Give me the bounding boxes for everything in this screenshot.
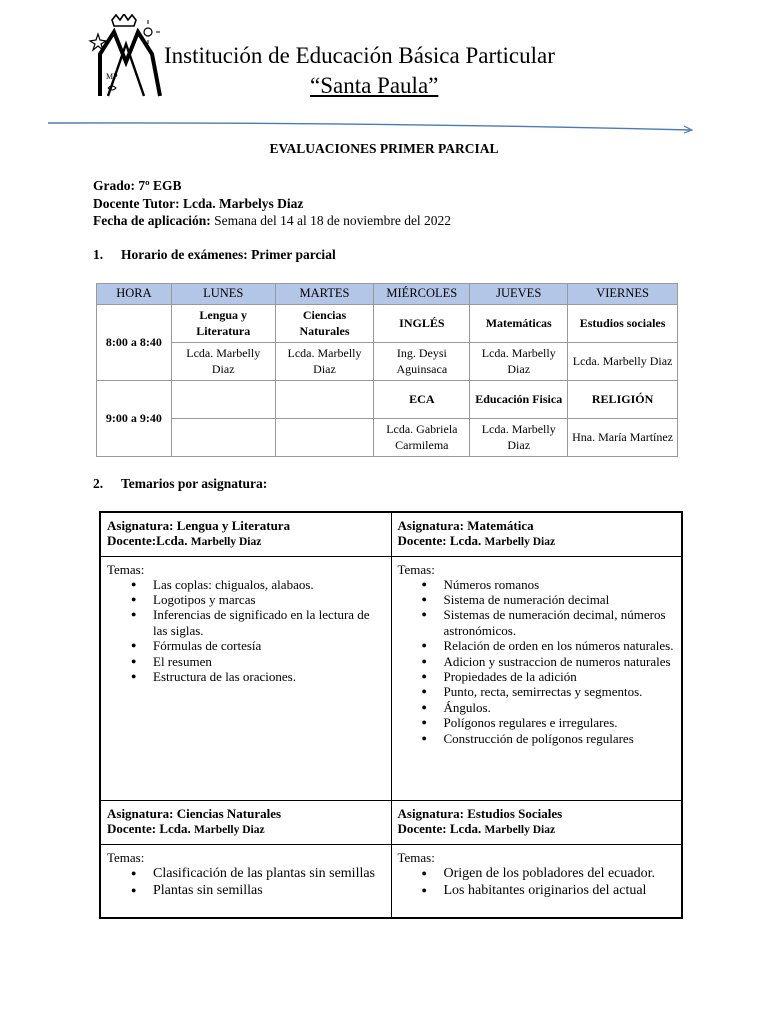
subject-title: Asignatura: Lengua y Literatura [107,518,291,533]
list-item: ● Logotipos y marcas [153,592,385,607]
ciencias-header-cell [100,800,391,844]
list-item: ● Estructura de las oraciones. [153,669,385,684]
matematica-header-cell [391,512,682,556]
list-item: ● Fórmulas de cortesía [153,638,385,653]
list-item: ● Clasificación de las plantas sin semillas [153,865,385,882]
topics-content-row-1 [100,556,682,800]
lengua-topic-list [107,577,385,685]
sociales-topics-cell [391,844,682,918]
subject-cell: ECA [374,381,470,419]
subject-cell: INGLÉS [374,305,470,343]
teacher-cell: Hna. María Martínez [568,419,678,457]
teacher-line: Docente: Lcda. Marbelly Diaz [397,533,556,548]
time-cell: 9:00 a 9:40 [97,381,172,457]
date-label: Fecha de aplicación: [93,213,211,228]
date-line [93,212,451,230]
document-title: EVALUACIONES PRIMER PARCIAL [269,141,499,156]
svg-text:MP: MP [106,72,118,81]
temas-label: Temas: [397,849,435,865]
teacher-cell: Lcda. Marbelly Diaz [568,343,678,381]
subject-cell: Lengua y Literatura [171,305,275,343]
teacher-cell: Lcda. Marbelly Diaz [171,343,275,381]
list-item: ● Los habitantes originarios del actual [444,882,676,899]
list-item: ● Punto, recta, semirrectas y segmentos. [444,684,676,699]
list-item: ● Plantas sin semillas [153,882,385,899]
teacher-line: Docente: Lcda. Marbelly Diaz [397,820,556,836]
ciencias-topics-cell [100,844,391,918]
schedule-header-row [97,284,678,305]
subject-cell: Matemáticas [470,305,568,343]
teacher-cell: Ing. Deysi Aguinsaca [374,343,470,381]
list-item: ● Polígonos regulares e irregulares. [444,715,676,730]
col-header-hora: HORA [97,284,172,305]
lengua-header-cell [100,512,391,556]
list-item: ● Sistemas de numeración decimal, números astronómicos. [444,607,676,638]
list-item: ● Las coplas: chigualos, alabaos. [153,577,385,592]
list-item: ● Relación de orden en los números naturales. [444,638,676,653]
col-header-miercoles: MIÉRCOLES [374,284,470,305]
subject-cell: Educación Fisica [470,381,568,419]
sociales-header-cell [391,800,682,844]
teacher-cell: Lcda. Marbelly Diaz [275,343,374,381]
list-item: ● El resumen [153,654,385,669]
list-item: ● Construcción de polígonos regulares [444,731,676,746]
time-cell: 8:00 a 8:40 [97,305,172,381]
topics-header-row-2 [100,800,682,844]
school-logo [86,14,166,98]
tutor-line: Docente Tutor: Lcda. Marbelys Diaz [93,195,304,211]
subject-cell: Estudios sociales [568,305,678,343]
institution-name: Institución de Educación Básica Particular [164,43,555,68]
lengua-topics-cell [100,556,391,800]
grade-line: Grado: 7º EGB [93,178,182,193]
date-value: Semana del 14 al 18 de noviembre del 2022 [214,213,452,228]
list-item: ● Sistema de numeración decimal [444,592,676,607]
info-block [93,177,451,230]
col-header-jueves: JUEVES [470,284,568,305]
schedule-row-1-subjects [97,305,678,343]
ciencias-topic-list [107,865,385,899]
temas-label: Temas: [397,561,435,577]
col-header-viernes: VIERNES [568,284,678,305]
topics-header-row-1 [100,512,682,556]
school-name: “Santa Paula” [310,73,439,98]
list-item: ● Inferencias de significado en la lectura de las siglas. [153,607,385,638]
teacher-cell: Lcda. Gabriela Carmilema [374,419,470,457]
subject-cell: RELIGIÓN [568,381,678,419]
schedule-row-2-subjects [97,381,678,419]
section-1-heading: 1. Horario de exámenes: Primer parcial [93,247,336,262]
list-item: ● Números romanos [444,577,676,592]
col-header-martes: MARTES [275,284,374,305]
schedule-row-2-teachers [97,419,678,457]
list-item: ● Origen de los pobladores del ecuador. [444,865,676,882]
matematica-topics-cell [391,556,682,800]
schedule-row-1-teachers [97,343,678,381]
list-item: ● Ángulos. [444,700,676,715]
header-divider-arrow [46,114,696,138]
teacher-line: Docente:Lcda. Marbelly Diaz [107,533,262,548]
teacher-cell: Lcda. Marbelly Diaz [470,419,568,457]
list-item: ● Propiedades de la adición [444,669,676,684]
col-header-lunes: LUNES [171,284,275,305]
section-2-heading: 2. Temarios por asignatura: [93,476,268,491]
topics-content-row-2 [100,844,682,918]
temas-label: Temas: [107,561,145,577]
teacher-cell: Lcda. Marbelly Diaz [470,343,568,381]
subject-cell [275,381,374,419]
subject-cell [171,381,275,419]
teacher-cell [275,419,374,457]
subject-title: Asignatura: Estudios Sociales [397,805,563,821]
subject-title: Asignatura: Ciencias Naturales [107,805,282,821]
topics-table [99,511,683,919]
temas-label: Temas: [107,849,145,865]
subject-cell: Ciencias Naturales [275,305,374,343]
teacher-cell [171,419,275,457]
sociales-topic-list [398,865,676,899]
subject-title: Asignatura: Matemática [397,518,534,533]
list-item: ● Adicion y sustraccion de numeros naturales [444,654,676,669]
teacher-line: Docente: Lcda. Marbelly Diaz [107,820,265,836]
matematica-topic-list [398,577,676,746]
exam-schedule-table [96,283,678,457]
